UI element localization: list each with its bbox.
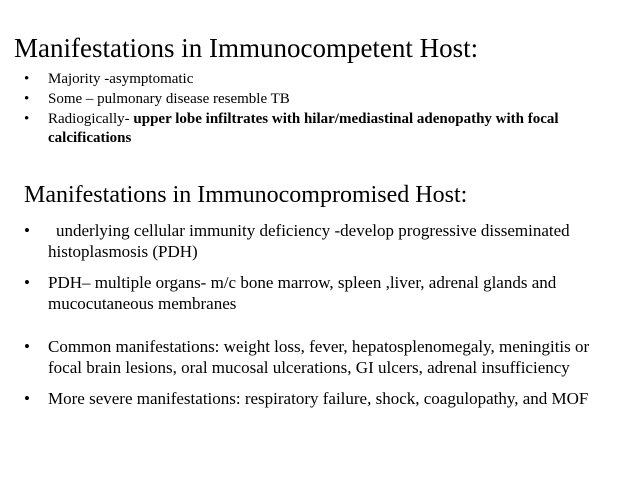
bullet-text: More severe manifestations: respiratory failure, shock, coagulopathy, and MOF bbox=[48, 389, 589, 408]
list-item bbox=[24, 272, 624, 314]
bullet-icon: • bbox=[24, 221, 30, 240]
list-item bbox=[24, 70, 624, 89]
list-item bbox=[24, 388, 624, 409]
bullet-text: Radiogically- bbox=[48, 111, 134, 127]
bullet-text-bold: upper lobe infiltrates with hilar/mediastinal adenopathy with focal calcifications bbox=[48, 111, 559, 146]
bullet-text: Majority -asymptomatic bbox=[48, 71, 194, 87]
bullet-list-immunocompetent bbox=[24, 70, 624, 149]
bullet-list-immunocompromised bbox=[24, 220, 624, 409]
bullet-icon: • bbox=[24, 111, 30, 127]
list-item bbox=[24, 336, 624, 378]
bullet-icon: • bbox=[24, 71, 30, 87]
bullet-icon: • bbox=[24, 91, 30, 107]
heading-immunocompetent: Manifestations in Immunocompetent Host: bbox=[14, 33, 479, 63]
bullet-icon: • bbox=[24, 337, 30, 356]
bullet-text: PDH– multiple organs- m/c bone marrow, spleen ,liver, adrenal glands and mucocutaneous membranes bbox=[48, 273, 557, 313]
list-item bbox=[24, 220, 624, 262]
list-item bbox=[24, 110, 624, 148]
bullet-text: underlying cellular immunity deficiency -develop progressive disseminated histoplasmosis (PDH) bbox=[48, 221, 570, 261]
list-item bbox=[24, 90, 624, 109]
heading-immunocompromised: Manifestations in Immunocompromised Host: bbox=[24, 182, 468, 208]
bullet-text: Common manifestations: weight loss, fever, hepatosplenomegaly, meningitis or focal brain lesions, oral mucosal ulcerations, GI ulcers, adrenal insufficiency bbox=[48, 337, 590, 377]
bullet-icon: • bbox=[24, 389, 30, 408]
bullet-text: Some – pulmonary disease resemble TB bbox=[48, 91, 290, 107]
bullet-icon: • bbox=[24, 273, 30, 292]
